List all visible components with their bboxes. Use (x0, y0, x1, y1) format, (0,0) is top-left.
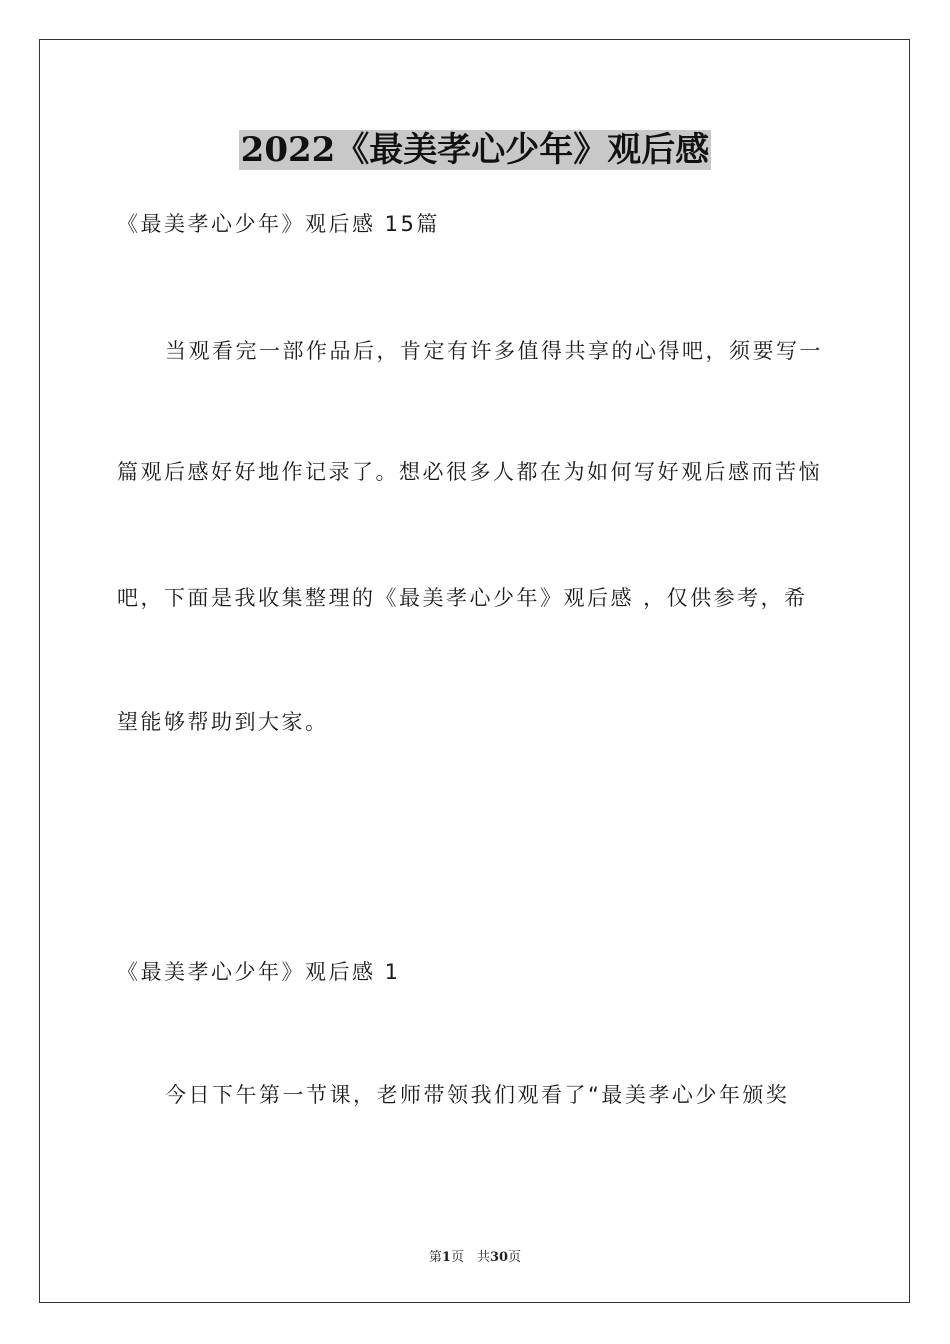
paragraph-line: 篇观后感好好地作记录了。想必很多人都在为如何写好观后感而苦恼 (117, 460, 822, 484)
current-page-number: 1 (441, 1250, 451, 1265)
total-page-number: 30 (489, 1250, 509, 1265)
paragraph-line: 望能够帮助到大家。 (117, 710, 329, 734)
page-number-footer (0, 1246, 950, 1265)
subtitle: 《最美孝心少年》观后感 15篇 (117, 212, 440, 236)
paragraph-line: 当观看完一部作品后，肯定有许多值得共享的心得吧，须要写一 (165, 339, 823, 363)
document-title-text: 2022《最美孝心少年》观后感 (240, 130, 710, 170)
paragraph-line: 今日下午第一节课，老师带领我们观看了“最美孝心少年颁奖 (165, 1083, 790, 1107)
footer-mid: 页 共 (450, 1250, 490, 1265)
footer-suffix: 页 (508, 1250, 522, 1265)
document-title (0, 128, 950, 172)
paragraph-line: 吧，下面是我收集整理的《最美孝心少年》观后感 ，仅供参考，希 (117, 586, 808, 610)
footer-prefix: 第 (428, 1250, 442, 1265)
section-heading: 《最美孝心少年》观后感 1 (117, 960, 401, 984)
